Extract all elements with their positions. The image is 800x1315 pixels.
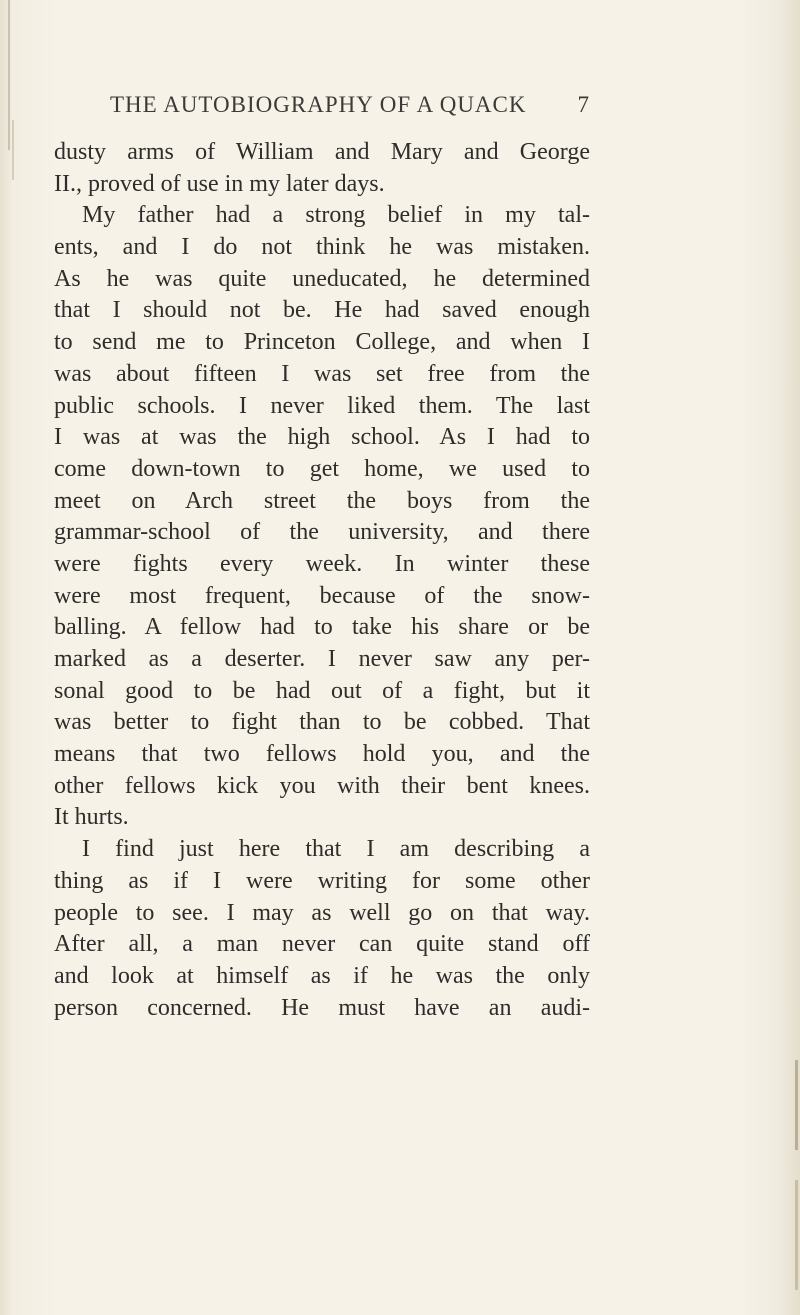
body-text: [54, 137, 590, 1024]
text-line: I was at was the high school. As I had to: [54, 424, 590, 451]
text-line: person concerned. He must have an audi-: [54, 994, 590, 1021]
text-line: were fights every week. In winter these: [54, 550, 590, 577]
page-edge-stain: [795, 1180, 798, 1290]
text-line: that I should not be. He had saved enough: [54, 297, 590, 324]
text-line: thing as if I were writing for some other: [54, 867, 590, 894]
text-line: dusty arms of William and Mary and George: [54, 139, 590, 165]
page-edge-stain: [795, 1060, 798, 1150]
text-line: meet on Arch street the boys from the: [54, 487, 590, 514]
text-line: and look at himself as if he was the only: [54, 962, 590, 989]
text-line: balling. A fellow had to take his share or be: [54, 614, 590, 641]
text-line: was about fifteen I was set free from the: [54, 360, 590, 387]
running-header: [110, 92, 590, 126]
text-line: grammar-school of the university, and there: [54, 519, 590, 546]
text-line: My father had a strong belief in my tal-: [82, 202, 590, 229]
text-line: As he was quite uneducated, he determined: [54, 265, 590, 292]
text-line: was better to fight than to be cobbed. That: [54, 709, 590, 736]
text-line: means that two fellows hold you, and the: [54, 741, 590, 768]
text-line: people to see. I may as well go on that way.: [54, 899, 590, 926]
binding-shadow: [8, 0, 10, 150]
text-line: I find just here that I am describing a: [82, 836, 590, 863]
text-line: public schools. I never liked them. The last: [54, 392, 590, 419]
text-line: After all, a man never can quite stand off: [54, 931, 590, 958]
page-number: 7: [577, 92, 590, 117]
text-line: were most frequent, because of the snow-: [54, 582, 590, 609]
text-line: marked as a deserter. I never saw any per-: [54, 646, 590, 672]
text-line: other fellows kick you with their bent knees.: [54, 772, 590, 799]
text-line: come down-town to get home, we used to: [54, 455, 590, 482]
text-line: sonal good to be had out of a fight, but it: [54, 677, 590, 704]
binding-shadow: [12, 120, 14, 180]
running-title: THE AUTOBIOGRAPHY OF A QUACK: [110, 92, 527, 117]
text-line: II., proved of use in my later days.: [54, 170, 385, 197]
text-line: to send me to Princeton College, and when I: [54, 329, 590, 356]
text-line: It hurts.: [54, 804, 129, 831]
text-line: ents, and I do not think he was mistaken.: [54, 234, 590, 261]
